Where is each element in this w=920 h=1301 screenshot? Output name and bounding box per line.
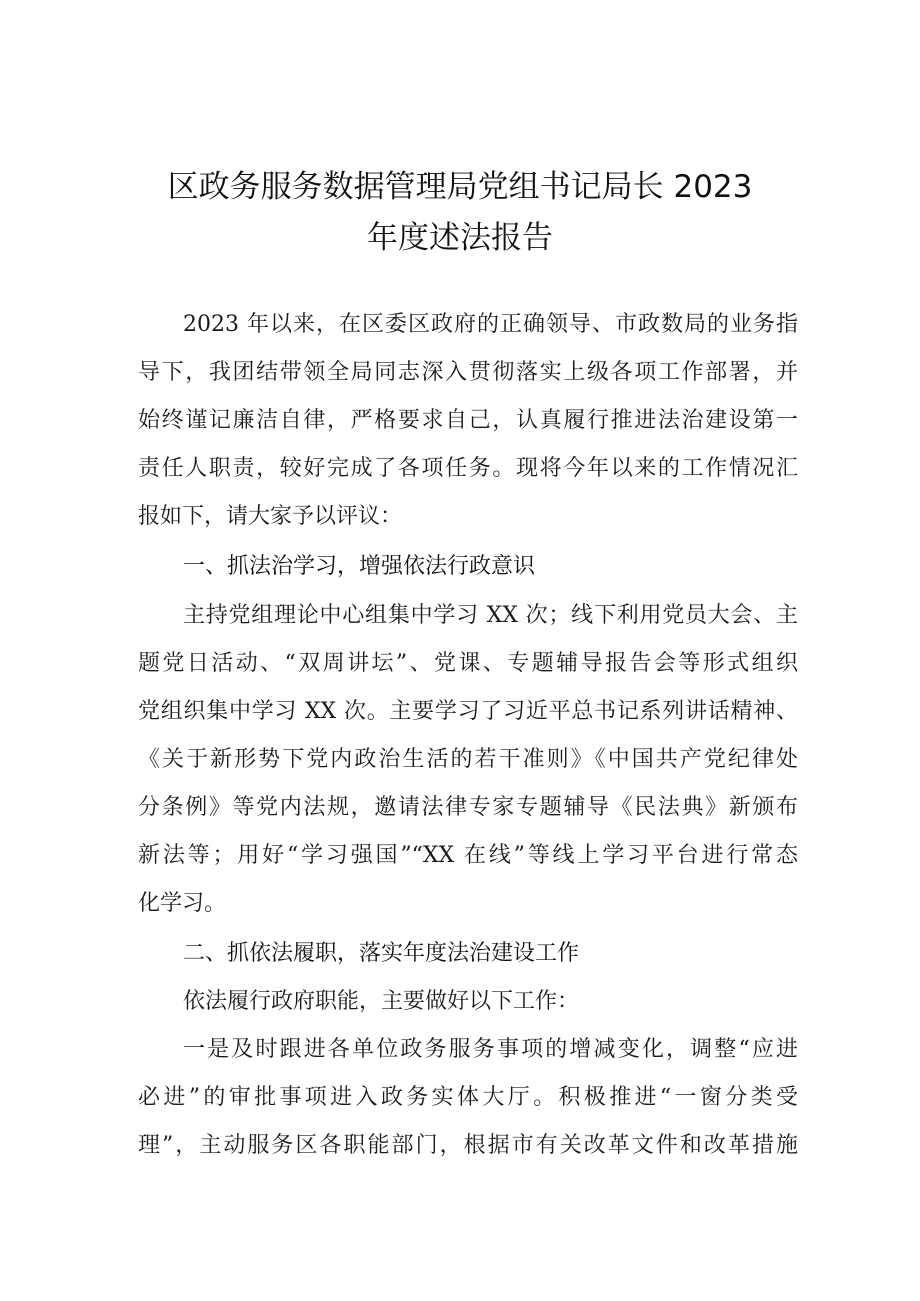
- intro-line: 责任人职责，较好完成了各项任务。现将今年以来的工作情况汇: [138, 456, 798, 481]
- section-1-heading: 一、抓法治学习，增强依法行政意识: [183, 554, 536, 579]
- section-1-line: 党组织集中学习 XX 次。主要学习了习近平总书记系列讲话精神、: [138, 699, 798, 724]
- section-2-intro: 依法履行政府职能，主要做好以下工作：: [183, 989, 580, 1014]
- section-2-line: 必进”的审批事项进入政务实体大厅。积极推进“一窗分类受: [138, 1085, 798, 1110]
- section-1-line: 新法等；用好“学习强国”“XX 在线”等线上学习平台进行常态: [138, 843, 798, 868]
- intro-line: 2023 年以来，在区委区政府的正确领导、市政数局的业务指: [183, 312, 798, 337]
- document-title-line-1: 区政务服务数据管理局党组书记局长 2023: [167, 169, 753, 205]
- section-1-line: 题党日活动、“双周讲坛”、党课、专题辅导报告会等形式组织: [138, 651, 798, 676]
- section-2-heading: 二、抓依法履职，落实年度法治建设工作: [183, 941, 580, 966]
- document-title-line-2: 年度述法报告: [367, 220, 553, 256]
- section-1-line: 化学习。: [138, 891, 227, 916]
- section-1-line: 《关于新形势下党内政治生活的若干准则》《中国共产党纪律处: [138, 747, 798, 772]
- intro-line: 报如下，请大家予以评议：: [138, 504, 403, 529]
- section-2-line: 理”，主动服务区各职能部门，根据市有关改革文件和改革措施: [138, 1133, 798, 1158]
- intro-line: 始终谨记廉洁自律，严格要求自己，认真履行推进法治建设第一: [138, 408, 798, 433]
- intro-line: 导下，我团结带领全局同志深入贯彻落实上级各项工作部署，并: [138, 360, 798, 385]
- section-2-line: 一是及时跟进各单位政务服务事项的增减变化，调整“应进: [183, 1037, 798, 1062]
- section-1-line: 主持党组理论中心组集中学习 XX 次；线下利用党员大会、主: [183, 603, 798, 628]
- section-1-line: 分条例》等党内法规，邀请法律专家专题辅导《民法典》新颁布: [138, 795, 798, 820]
